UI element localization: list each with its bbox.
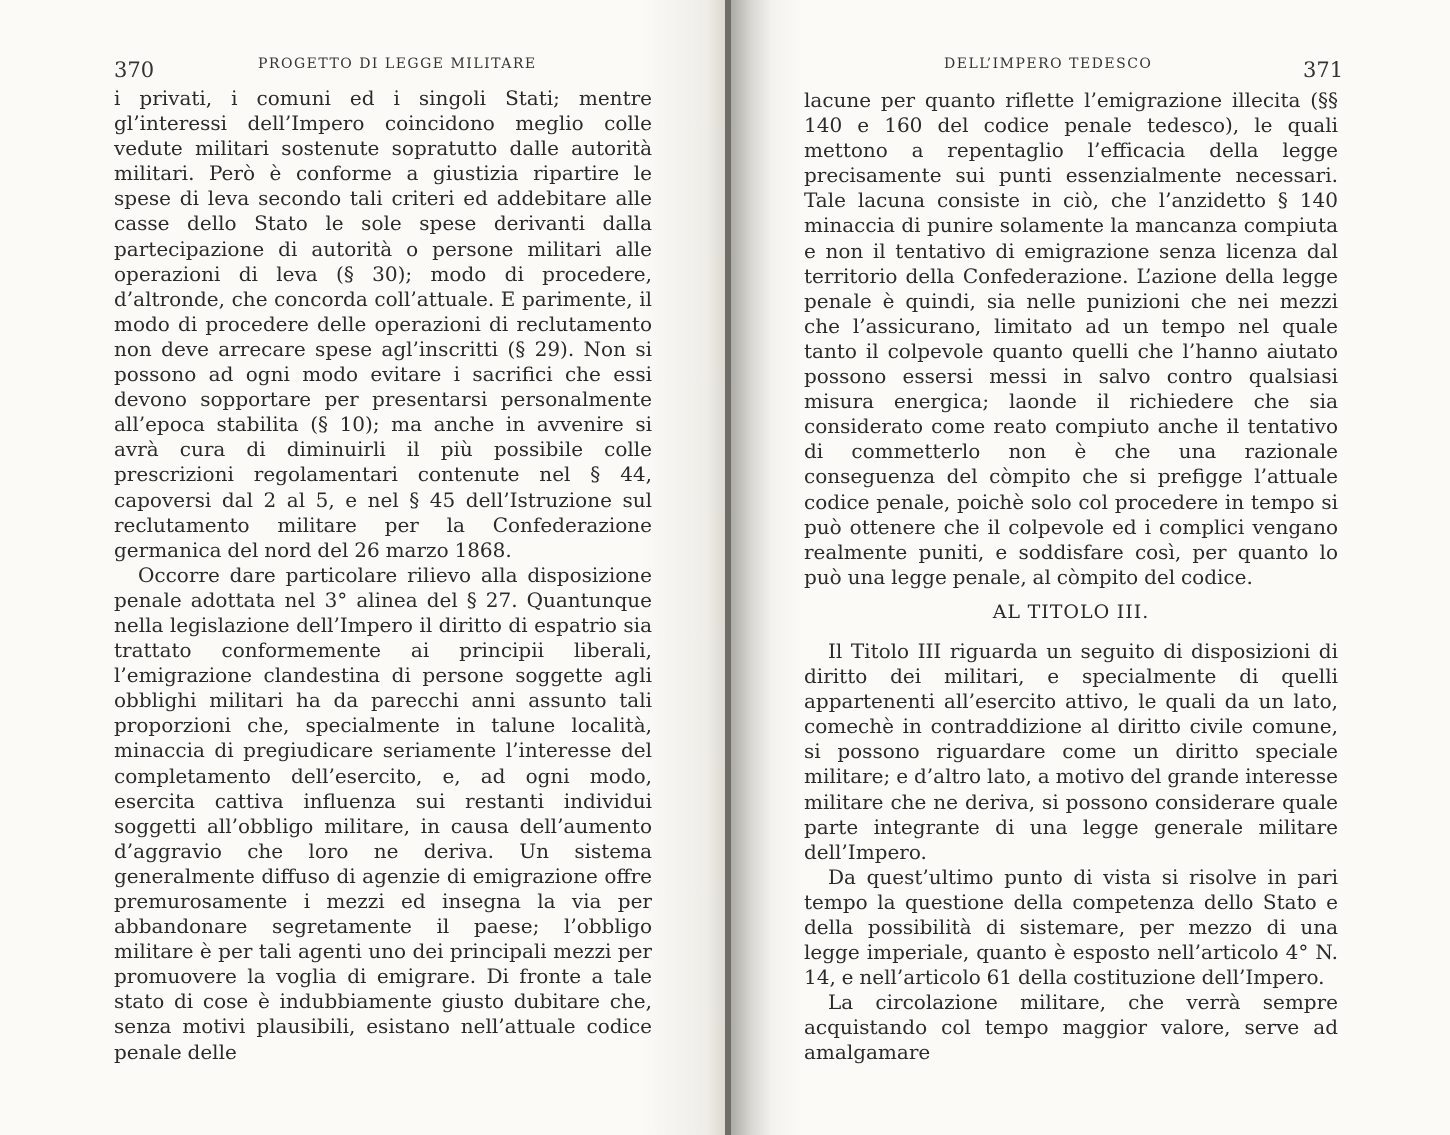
left-paragraph-1: i privati, i comuni ed i singoli Stati; mentre gl’interessi dell’Impero coincidono meglio colle vedute militari sostenute sopratutto dalle autorità militari. Però è conforme a giustizia ripartire le spese di leva secondo tali criteri ed addebitare alle casse dello Stato le sole spese derivanti dalla partecipazione di autorità o persone militari alle operazioni di leva (§ 30); modo di procedere, d’altronde, che concorda coll’attuale. E parimente, il modo di procedere delle operazioni di reclutamento non deve arrecare spese agl’inscritti (§ 29). Non si possono ad ogni modo evitare i sacrifici che essi devono sopportare per presentarsi personalmente all’epoca stabilita (§ 10); ma anche in avvenire si avrà cura di diminuirli il più possibile colle prescrizioni regolamentari contenute nel § 44, capoversi dal 2 al 5, e nel § 45 dell’Istruzione sul reclutamento militare per la Confederazione germanica del nord del 26 marzo 1868. (114, 86, 652, 562)
left-running-head: PROGETTO DI LEGGE MILITARE (258, 56, 537, 72)
left-page-number: 370 (114, 58, 155, 82)
right-running-head: DELL’IMPERO TEDESCO (944, 56, 1153, 72)
right-paragraph-2: Il Titolo III riguarda un seguito di disposizioni di diritto dei militari, e specialmente di quelli appartenenti all’esercito attivo, le quali da un lato, comechè in contraddizione al diritto civile comune, si possono riguardare come un diritto speciale militare; e d’altro lato, a motivo del grande interesse militare che ne deriva, si possono considerare quale parte integrante di una legge generale militare dell’Impero. (804, 638, 1338, 864)
right-text-block (804, 88, 1338, 1066)
left-paragraph-2: Occorre dare particolare rilievo alla disposizione penale adottata nel 3° alinea del § 27. Quantunque nella legislazione dell’Impero il diritto di espatrio sia trattato conformemente ai principii liberali, l’emigrazione clandestina di persone soggette agli obblighi militari ha da parecchi anni assunto tali proporzioni che, specialmente in talune località, minaccia di pregiudicare seriamente l’interesse del completamento dell’esercito, e, ad ogni modo, esercita cattiva influenza sui restanti individui soggetti all’obbligo militare, in causa dell’aumento d’aggravio che loro ne deriva. Un sistema generalmente diffuso di agenzie di emigrazione offre premurosamente i mezzi ed insegna la via per abbandonare segretamente il paese; l’obbligo militare è per tali agenti uno dei principali mezzi per promuovere la voglia di emigrare. Di fronte a tale stato di cose è indubbiamente giusto dubitare che, senza motivi plausibili, esistano nell’attuale codice penale delle (114, 562, 652, 1064)
left-text-block (114, 86, 652, 1065)
gutter-shadow (731, 0, 771, 1135)
section-heading: AL TITOLO III. (992, 600, 1150, 623)
right-paragraph-4: La circolazione militare, che verrà sempre acquistando col tempo maggior valore, serve ad amalgamare (804, 990, 1338, 1065)
right-page-number: 371 (1303, 58, 1344, 82)
right-paragraph-1: lacune per quanto riflette l’emigrazione illecita (§§ 140 e 160 del codice penale tedesco), le quali mettono a repentaglio l’efficacia della legge precisamente sui punti essenzialmente necessari. Tale lacuna consiste in ciò, che l’anzidetto § 140 minaccia di punire solamente la mancanza compiuta e non il tentativo di emigrazione senza licenza dal territorio della Confederazione. L’azione della legge penale è quindi, sia nelle punizioni che nei mezzi che l’assicurano, limitato ad un tempo nel quale tanto il colpevole quanto quelli che l’hanno aiutato possono essersi messi in salvo contro qualsiasi misura energica; laonde il richiedere che sia considerato come reato compiuto anche il tentativo di commetterlo non è che una razionale conseguenza del còmpito che si prefigge l’attuale codice penale, poichè solo col procedere in tempo si può ottenere che il colpevole ed i complici vengano realmente puniti, e soddisfare così, per quanto lo può una legge penale, al còmpito del codice. (804, 88, 1338, 589)
right-paragraph-3: Da quest’ultimo punto di vista si risolve in pari tempo la questione della competenza dello Stato e della possibilità di sistemare, per mezzo di una legge imperiale, quanto è esposto nell’articolo 4° N. 14, e nell’articolo 61 della costituzione dell’Impero. (804, 864, 1338, 990)
